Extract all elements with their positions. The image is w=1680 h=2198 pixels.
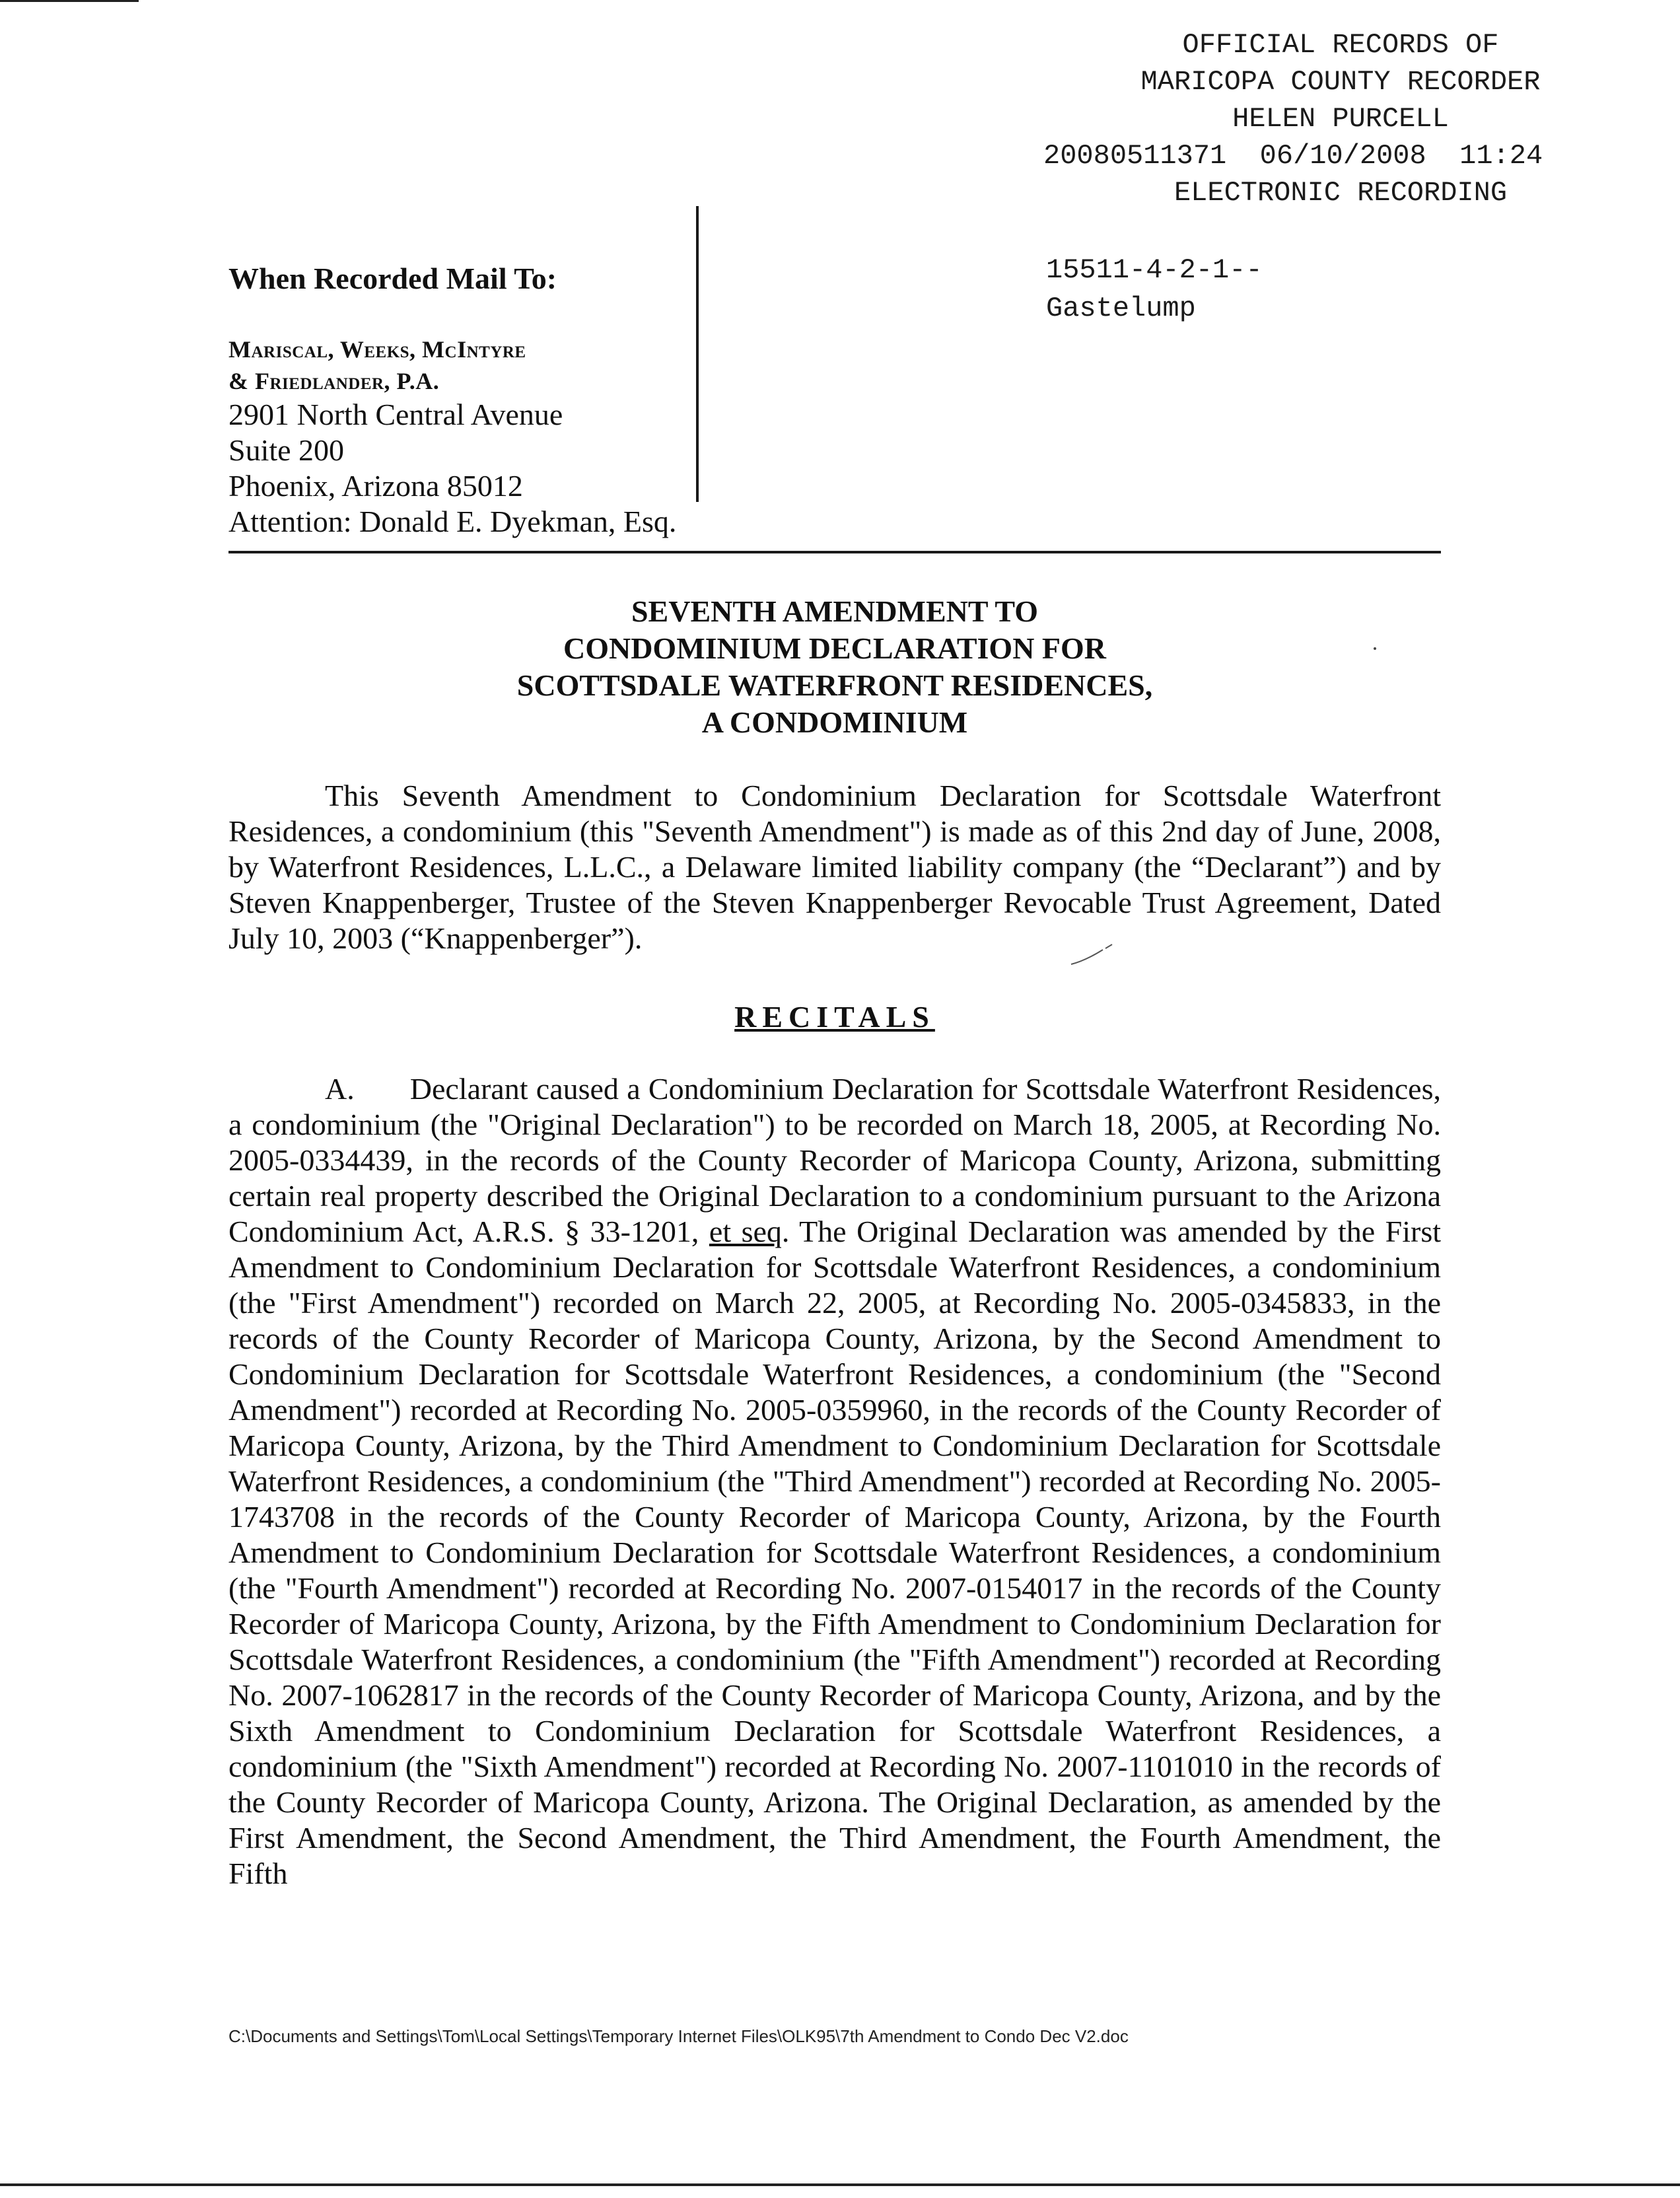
- title-line4: A CONDOMINIUM: [701, 705, 968, 739]
- stamp-line-official: OFFICIAL RECORDS OF: [1182, 29, 1499, 61]
- vertical-divider: [696, 206, 699, 502]
- title-line3: SCOTTSDALE WATERFRONT RESIDENCES,: [516, 668, 1153, 702]
- firm-name-line2: & Friedlander, P.A.: [228, 368, 440, 394]
- recorder-stamp: [1043, 26, 1638, 211]
- address-line2: Suite 200: [228, 433, 345, 467]
- et-seq: et seq: [709, 1215, 782, 1248]
- return-heading: When Recorded Mail To:: [228, 262, 557, 295]
- pen-mark-icon: [1068, 942, 1115, 968]
- stamp-codes: [1046, 251, 1263, 328]
- recital-label: A.: [325, 1072, 355, 1106]
- scan-corner-mark: [0, 0, 139, 2]
- title-line2: CONDOMINIUM DECLARATION FOR: [563, 631, 1107, 665]
- address-line1: 2901 North Central Avenue: [228, 398, 563, 431]
- address-city: Phoenix, Arizona 85012: [228, 469, 523, 503]
- stamp-line-county: MARICOPA COUNTY RECORDER: [1140, 66, 1541, 98]
- return-address-block: [228, 261, 691, 540]
- stamp-recording-info: [1043, 137, 1638, 174]
- recording-date: 06/10/2008: [1259, 140, 1426, 172]
- recitals-heading: RECITALS: [734, 1000, 935, 1034]
- header-divider: [228, 551, 1441, 553]
- recital-text-end: . The Original Declaration was amended by the First Amendment to Condominium Declaration for Scottsdale Waterfront Residences, a condominium (the "First Amendment") recorded on March 22, 2005, at Recording No. 2005-0345833, in the records of the County Recorder of Maricopa County, Arizona, by the Second Amendment to Condominium Declaration for Scottsdale Waterfront Residences, a condominium (the "Second Amendment") recorded at Recording No. 2005-0359960, in the records of the County Recorder of Maricopa County, Arizona, by the Third Amendment to Condominium Declaration for Scottsdale Waterfront Residences, a condominium (the "Third Amendment") recorded at Recording No. 2005-1743708 in the records of the County Recorder of Maricopa County, Arizona, by the Fourth Amendment to Condominium Declaration for Scottsdale Waterfront Residences, a condominium (the "Fourth Amendment") recorded at Recording No. 2007-0154017 in the records of the County Recorder of Maricopa County, Arizona, by the Fifth Amendment to Condominium Declaration for Scottsdale Waterfront Residences, a condominium (the "Fifth Amendment") recorded at Recording No. 2007-1062817 in the records of the County Recorder of Maricopa County, Arizona, and by the Sixth Amendment to Condominium Declaration for Scottsdale Waterfront Residences, a condominium (the "Sixth Amendment") recorded at Recording No. 2007-1101010 in the records of the County Recorder of Maricopa County, Arizona. The Original Declaration, as amended by the First Amendment, the Second Amendment, the Third Amendment, the Fourth Amendment, the Fifth: [228, 1215, 1441, 1890]
- firm-name-line1: Mariscal, Weeks, McIntyre: [228, 336, 526, 363]
- footer-file-path: C:\Documents and Settings\Tom\Local Settings\Temporary Internet Files\OLK95\7th Amendment to Condo Dec V2.doc: [228, 2026, 1129, 2046]
- document-title: [228, 593, 1441, 741]
- recording-number: 20080511371: [1043, 140, 1227, 172]
- title-line1: SEVENTH AMENDMENT TO: [631, 594, 1039, 628]
- stamp-clerk: Gastelump: [1046, 293, 1196, 324]
- stamp-line-recorder-name: HELEN PURCELL: [1232, 103, 1449, 135]
- scan-bottom-edge: [0, 2183, 1680, 2186]
- intro-paragraph: This Seventh Amendment to Condominium Declaration for Scottsdale Waterfront Residences, a condominium (this "Seventh Amendment") is made as of this 2nd day of June, 2008, by Waterfront Residences, L.L.C., a Delaware limited liability company (the “Declarant”) and by Steven Knappenberger, Trustee of the Steven Knappenberger Revocable Trust Agreement, Dated July 10, 2003 (“Knappenberger”).: [228, 779, 1441, 955]
- stamp-line-electronic: ELECTRONIC RECORDING: [1173, 177, 1508, 209]
- attention-line: Attention: Donald E. Dyekman, Esq.: [228, 505, 677, 538]
- stamp-code: 15511-4-2-1--: [1046, 254, 1263, 286]
- recital-text-start: Declarant caused a Condominium Declaration for Scottsdale Waterfront Residences, a condominium (the "Original Declaration") to be recorded on March 18, 2005, at Recording No. 2005-0334439, in the records of the County Recorder of Maricopa County, Arizona, submitting certain real property described the Original Declaration to a condominium pursuant to the Arizona Condominium Act, A.R.S. § 33-1201,: [228, 1072, 1441, 1248]
- recital-a-paragraph: [228, 1071, 1441, 1892]
- recording-time: 11:24: [1459, 140, 1543, 172]
